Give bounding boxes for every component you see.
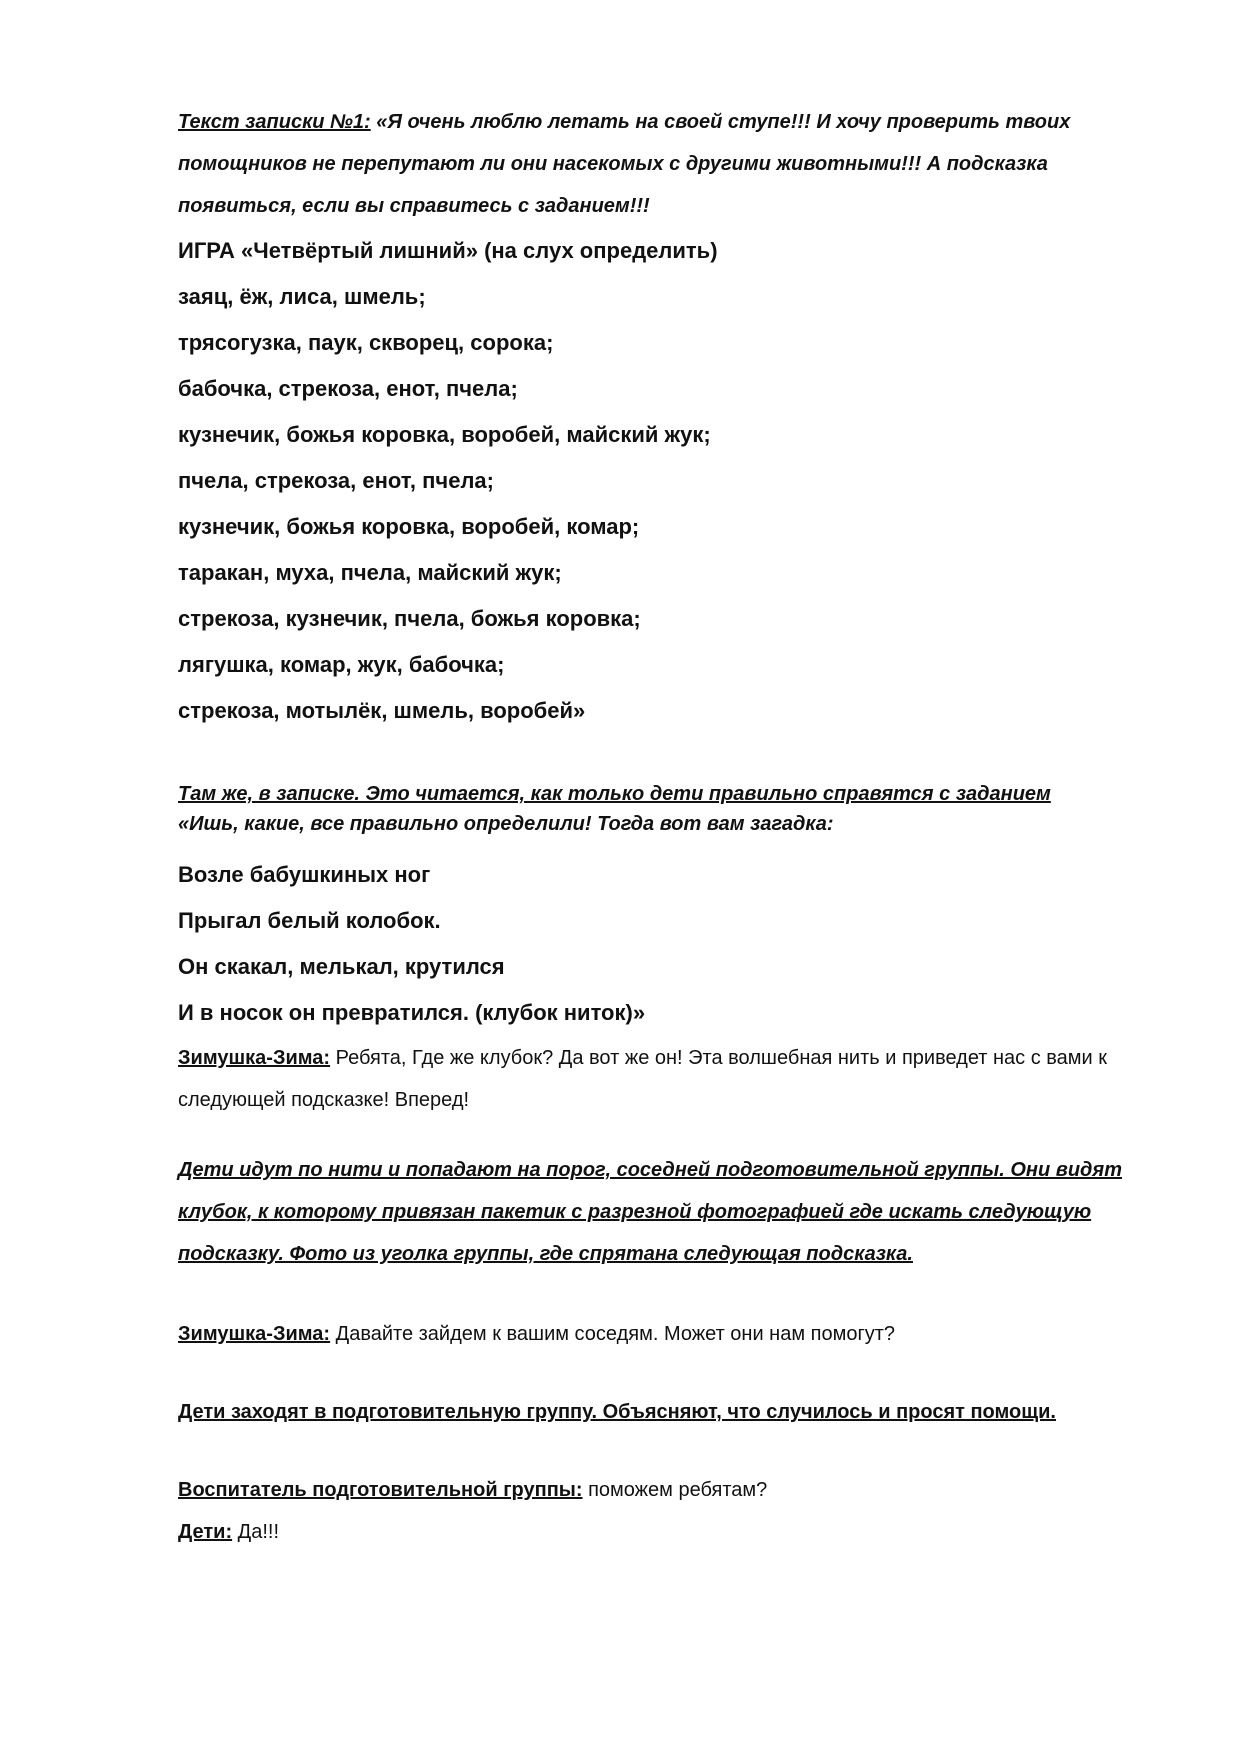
children-text: Да!!!	[232, 1521, 280, 1543]
note1-line-1	[178, 112, 1158, 154]
action1-line-3: подсказку. Фото из уголка группы, где спрятана следующая подсказка.	[178, 1243, 913, 1265]
game-line-3: бабочка, стрекоза, енот, пчела;	[178, 376, 518, 401]
teacher-line	[178, 1480, 1158, 1522]
note1-after-instruction: Там же, в записке. Это читается, как только дети правильно справятся с заданием	[178, 783, 1051, 805]
zima2-speaker: Зимушка-Зима:	[178, 1323, 331, 1345]
riddle-line-4: И в носок он превратился. (клубок ниток)»	[178, 1000, 646, 1025]
note1-label: Текст записки №1:	[178, 111, 371, 133]
zima1-line-1	[178, 1048, 1158, 1090]
game-line-7: таракан, муха, пчела, майский жук;	[178, 560, 562, 585]
action1-line-2: клубок, к которому привязан пакетик с разрезной фотографией где искать следующую	[178, 1201, 1092, 1223]
game-line-8: стрекоза, кузнечик, пчела, божья коровка;	[178, 606, 641, 631]
zima2-text: Давайте зайдем к вашим соседям. Может они нам помогут?	[330, 1323, 896, 1345]
game-line-4: кузнечик, божья коровка, воробей, майский жук;	[178, 422, 711, 447]
riddle-line-1: Возле бабушкиных ног	[178, 862, 431, 887]
children-speaker: Дети:	[178, 1521, 233, 1543]
zima2-line	[178, 1324, 1158, 1366]
note1-line1-text: «Я очень люблю летать на своей ступе!!! И хочу проверить твоих	[370, 111, 1071, 133]
teacher-speaker: Воспитатель подготовительной группы:	[178, 1479, 583, 1501]
children-line	[178, 1522, 1158, 1564]
note1-line-3: появиться, если вы справитесь с заданием!!!	[178, 195, 650, 217]
game-line-10: стрекоза, мотылёк, шмель, воробей»	[178, 698, 586, 723]
game-line-5: пчела, стрекоза, енот, пчела;	[178, 468, 494, 493]
game-line-9: лягушка, комар, жук, бабочка;	[178, 652, 505, 677]
zima1-line-2: следующей подсказке! Вперед!	[178, 1089, 470, 1111]
teacher-text: поможем ребятам?	[582, 1479, 768, 1501]
game-line-2: трясогузка, паук, скворец, сорока;	[178, 330, 554, 355]
zima1-speaker: Зимушка-Зима:	[178, 1047, 331, 1069]
zima1-text-1: Ребята, Где же клубок? Да вот же он! Эта волшебная нить и приведет нас с вами к	[330, 1047, 1108, 1069]
note1-line-2: помощников не перепутают ли они насекомых с другими животными!!! А подсказка	[178, 153, 1048, 175]
game-line-6: кузнечик, божья коровка, воробей, комар;	[178, 514, 640, 539]
game-title: ИГРА «Четвёртый лишний» (на слух определить)	[178, 238, 718, 263]
riddle-line-3: Он скакал, мелькал, крутился	[178, 954, 505, 979]
riddle-line-2: Прыгал белый колобок.	[178, 908, 441, 933]
action2-line: Дети заходят в подготовительную группу. Объясняют, что случилось и просят помощи.	[178, 1401, 1056, 1423]
action1-line-1: Дети идут по нити и попадают на порог, соседней подготовительной группы. Они видят	[178, 1159, 1122, 1181]
game-line-1: заяц, ёж, лиса, шмель;	[178, 284, 426, 309]
note1-after-quote: «Ишь, какие, все правильно определили! Тогда вот вам загадка:	[178, 813, 834, 835]
spacer	[178, 746, 1158, 784]
document-content	[178, 112, 1158, 1564]
